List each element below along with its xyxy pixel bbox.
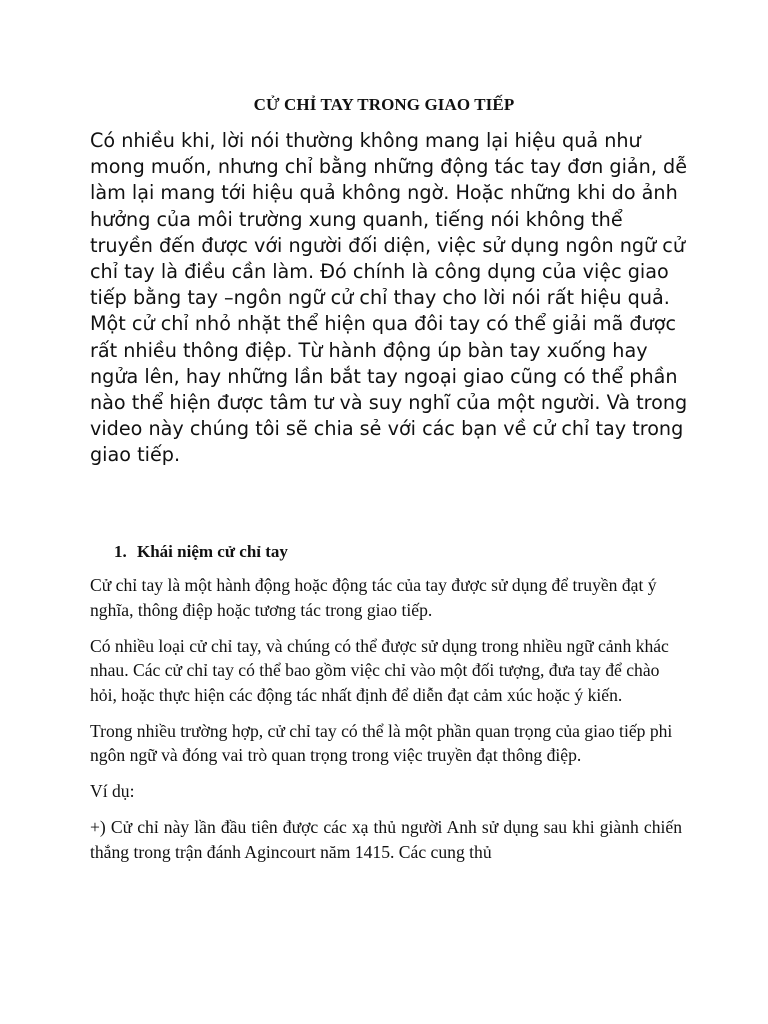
body-paragraph-1: Cử chỉ tay là một hành động hoặc động tác của tay được sử dụng để truyền đạt ý nghĩa, thông điệp hoặc tương tác trong giao tiếp. bbox=[90, 575, 657, 620]
section-number: 1. bbox=[114, 542, 127, 561]
intro-paragraph-2: Một cử chỉ nhỏ nhặt thể hiện qua đôi tay có thể giải mã được rất nhiều thông điệp. Từ hành động úp bàn tay xuống hay ngửa lên, hay những lần bắt tay ngoại giao cũng có thể phần nào thể hiện được tâm tư và suy nghĩ của một người. Và trong video này chúng tôi sẽ chia sẻ với các bạn về cử chỉ tay trong giao tiếp. bbox=[90, 312, 688, 467]
intro-section bbox=[90, 128, 690, 469]
section-heading-text: Khái niệm cử chỉ tay bbox=[137, 542, 288, 561]
section-heading bbox=[114, 541, 288, 563]
section-body bbox=[90, 573, 682, 876]
body-paragraph-2: Có nhiều loại cử chỉ tay, và chúng có thể được sử dụng trong nhiều ngữ cảnh khác nhau. Các cử chỉ tay có thể bao gồm việc chỉ vào một đối tượng, đưa tay để chào hỏi, hoặc thực hiện các động tác nhất định để diễn đạt cảm xúc hoặc ý kiến. bbox=[90, 635, 669, 705]
body-paragraph-3: Trong nhiều trường hợp, cử chỉ tay có thể là một phần quan trọng của giao tiếp phi ngôn ngữ và đóng vai trò quan trọng trong việc truyền đạt thông điệp. bbox=[90, 720, 673, 765]
document-title: CỬ CHỈ TAY TRONG GIAO TIẾP bbox=[253, 95, 515, 114]
body-paragraph-example-label: Ví dụ: bbox=[90, 781, 135, 801]
body-paragraph-example-1: +) Cử chỉ này lần đầu tiên được các xạ thủ người Anh sử dụng sau khi giành chiến thắng trong trận đánh Agincourt năm 1415. Các cung thủ bbox=[90, 817, 682, 862]
intro-paragraph-1: Có nhiều khi, lời nói thường không mang lại hiệu quả như mong muốn, nhưng chỉ bằng những động tác tay đơn giản, dễ làm lại mang tới hiệu quả không ngờ. Hoặc những khi do ảnh hưởng của môi trường xung quanh, tiếng nói không thể truyền đến được với người đối diện, việc sử dụng ngôn ngữ cử chỉ tay là điều cần làm. Đó chính là công dụng của việc giao tiếp bằng tay –ngôn ngữ cử chỉ thay cho lời nói rất hiệu quả. bbox=[90, 129, 687, 310]
